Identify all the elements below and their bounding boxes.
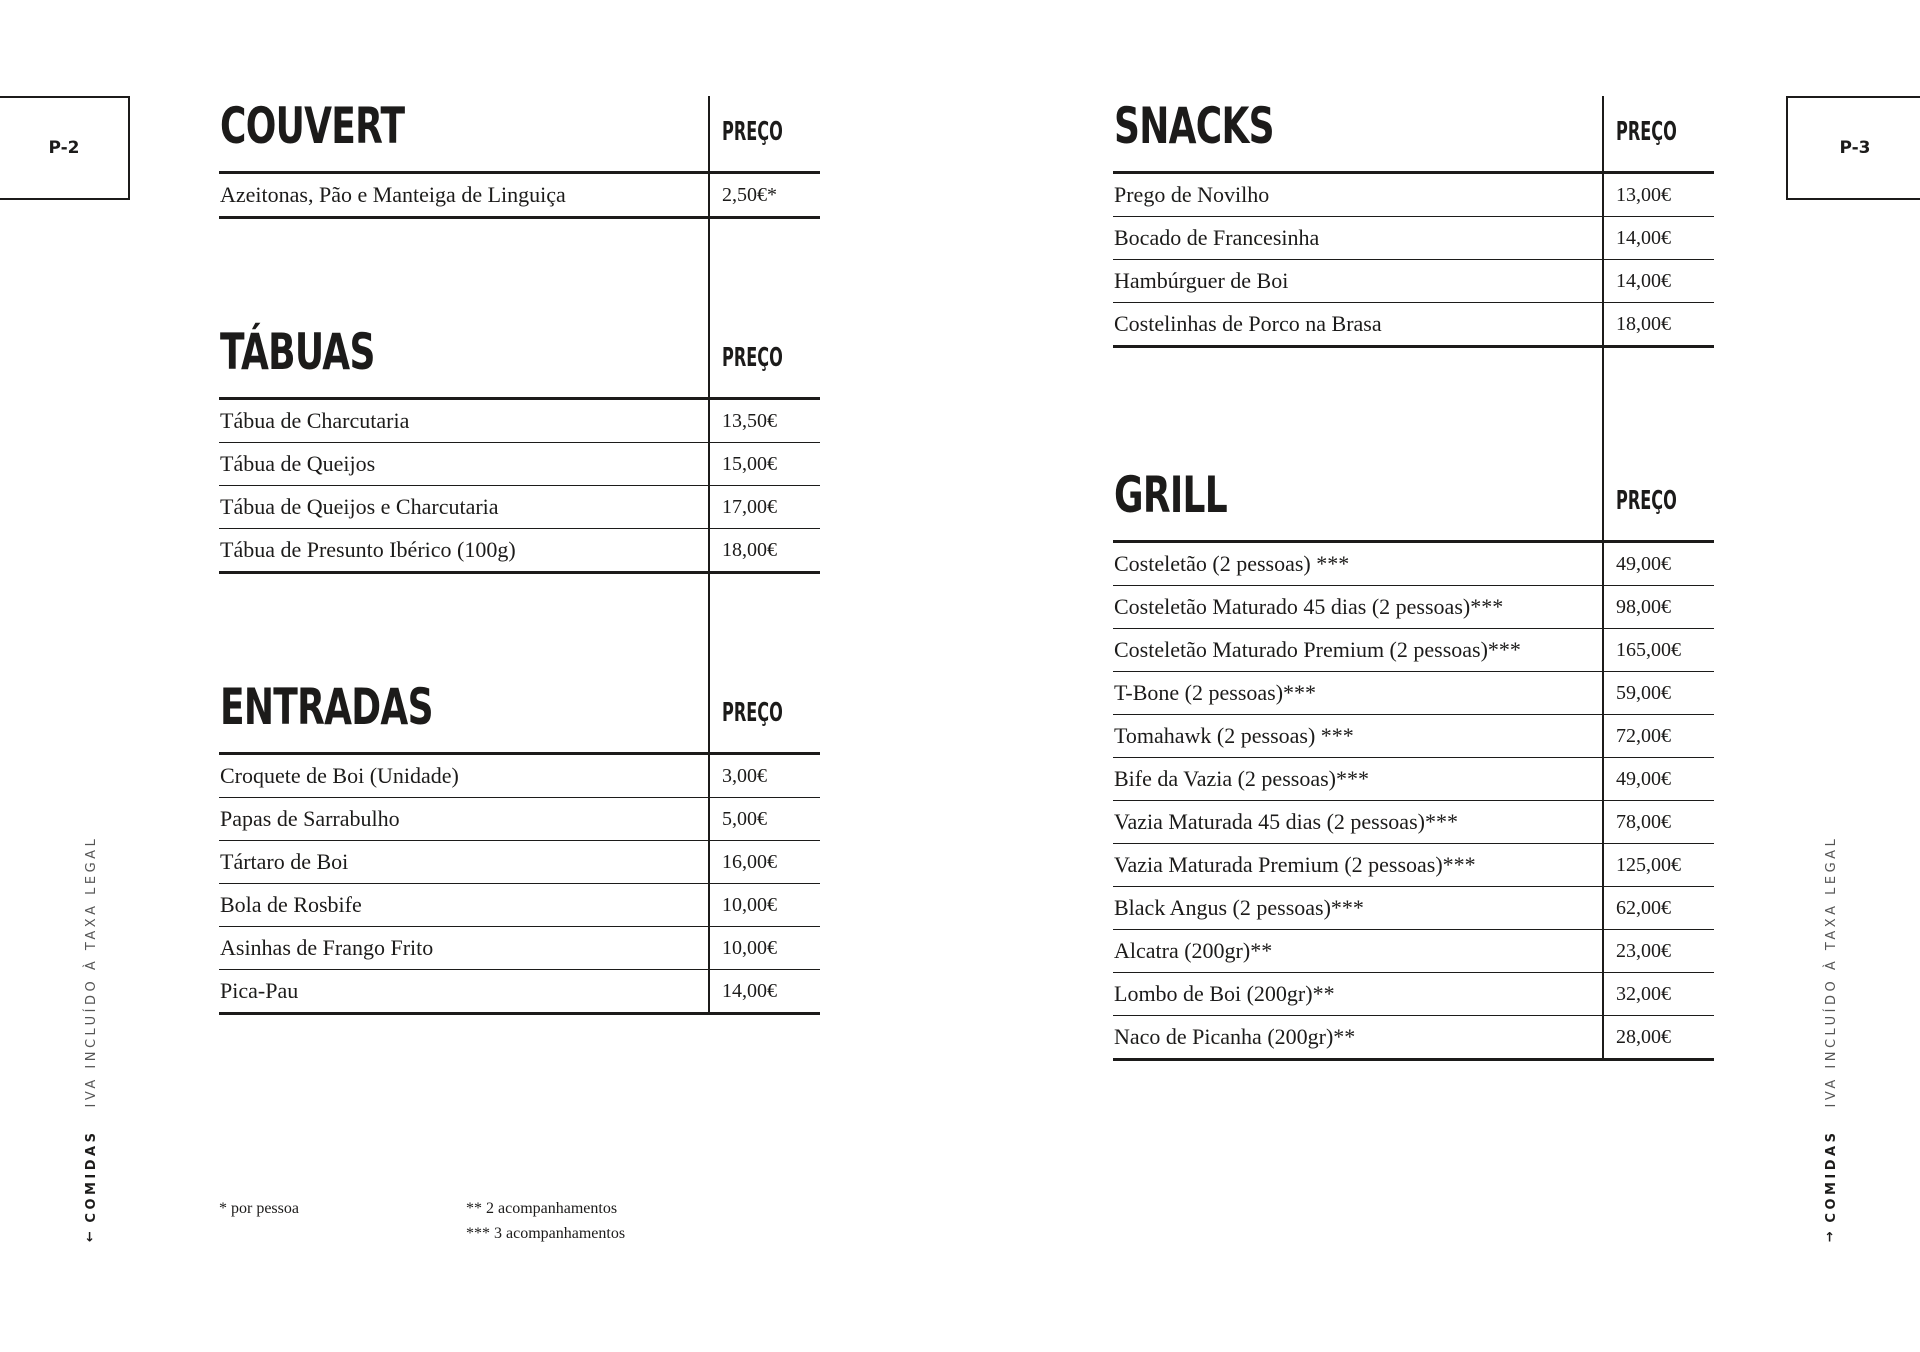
item-name: Pica-Pau (219, 970, 709, 1014)
couvert-header-row (219, 96, 820, 173)
item-price: 14,00€ (1603, 260, 1714, 303)
side-label-left (84, 836, 99, 1245)
menu-item (1113, 973, 1714, 1016)
item-name: Prego de Novilho (1113, 173, 1603, 217)
entradas-title: ENTRADAS (220, 678, 433, 736)
item-name: Alcatra (200gr)** (1113, 930, 1603, 973)
item-price: 10,00€ (709, 884, 820, 927)
item-price: 3,00€ (709, 754, 820, 798)
arrow-down-icon: ↓ (84, 1230, 99, 1246)
item-price: 49,00€ (1603, 542, 1714, 586)
menu-item (219, 927, 820, 970)
menu-item (219, 443, 820, 486)
footnote-two-sides: ** 2 acompanhamentos (466, 1200, 618, 1217)
menu-item (219, 486, 820, 529)
item-name: Azeitonas, Pão e Manteiga de Linguiça (219, 173, 709, 218)
item-name: Croquete de Boi (Unidade) (219, 754, 709, 798)
snacks-title: SNACKS (1114, 97, 1274, 155)
item-price: 13,50€ (709, 399, 820, 443)
menu-item (219, 798, 820, 841)
section-spacer (1113, 347, 1714, 471)
item-name: Asinhas de Frango Frito (219, 927, 709, 970)
menu-item (1113, 930, 1714, 973)
item-price: 125,00€ (1603, 844, 1714, 887)
item-price: 78,00€ (1603, 801, 1714, 844)
menu-item (1113, 1016, 1714, 1060)
item-name: Tábua de Queijos (219, 443, 709, 486)
item-price: 165,00€ (1603, 629, 1714, 672)
right-menu-table (1113, 96, 1714, 1061)
item-name: Bocado de Francesinha (1113, 217, 1603, 260)
item-name: Naco de Picanha (200gr)** (1113, 1016, 1603, 1060)
item-price: 32,00€ (1603, 973, 1714, 1016)
item-price: 23,00€ (1603, 930, 1714, 973)
item-name: Costeletão Maturado 45 dias (2 pessoas)*** (1113, 586, 1603, 629)
menu-item (1113, 542, 1714, 586)
menu-item (219, 841, 820, 884)
menu-item (219, 173, 820, 218)
item-name: Tábua de Presunto Ibérico (100g) (219, 529, 709, 573)
item-price: 72,00€ (1603, 715, 1714, 758)
item-name: Bife da Vazia (2 pessoas)*** (1113, 758, 1603, 801)
item-price: 15,00€ (709, 443, 820, 486)
item-price: 28,00€ (1603, 1016, 1714, 1060)
item-name: Tomahawk (2 pessoas) *** (1113, 715, 1603, 758)
menu-item (1113, 217, 1714, 260)
footnote-per-person: * por pessoa (219, 1200, 299, 1217)
entradas-header-row (219, 682, 820, 754)
item-name: Tábua de Charcutaria (219, 399, 709, 443)
menu-item (219, 754, 820, 798)
tabuas-header-row (219, 327, 820, 399)
menu-item (219, 529, 820, 573)
price-header: PREÇO (722, 698, 783, 728)
item-name: T-Bone (2 pessoas)*** (1113, 672, 1603, 715)
item-price: 16,00€ (709, 841, 820, 884)
menu-item (1113, 629, 1714, 672)
menu-item (1113, 173, 1714, 217)
item-name: Black Angus (2 pessoas)*** (1113, 887, 1603, 930)
tax-note: IVA INCLUÍDO À TAXA LEGAL (1824, 835, 1839, 1108)
menu-item (219, 884, 820, 927)
section-label: COMIDAS (1824, 1129, 1839, 1223)
menu-item (219, 399, 820, 443)
left-menu-table (219, 96, 820, 1015)
item-name: Hambúrguer de Boi (1113, 260, 1603, 303)
snacks-header-row (1113, 96, 1714, 173)
section-label: COMIDAS (84, 1129, 99, 1223)
arrow-up-icon: ↑ (1824, 1230, 1839, 1246)
page-number-left: P-2 (0, 96, 130, 200)
menu-item (1113, 260, 1714, 303)
section-spacer (219, 218, 820, 328)
price-header: PREÇO (1616, 117, 1677, 147)
item-name: Vazia Maturada 45 dias (2 pessoas)*** (1113, 801, 1603, 844)
menu-item (1113, 758, 1714, 801)
item-price: 5,00€ (709, 798, 820, 841)
item-price: 59,00€ (1603, 672, 1714, 715)
menu-item (1113, 303, 1714, 347)
menu-item (1113, 887, 1714, 930)
price-header: PREÇO (722, 343, 783, 373)
item-price: 18,00€ (1603, 303, 1714, 347)
price-header: PREÇO (722, 117, 783, 147)
price-header: PREÇO (1616, 486, 1677, 516)
item-price: 62,00€ (1603, 887, 1714, 930)
item-price: 17,00€ (709, 486, 820, 529)
item-price: 10,00€ (709, 927, 820, 970)
item-name: Tábua de Queijos e Charcutaria (219, 486, 709, 529)
item-name: Vazia Maturada Premium (2 pessoas)*** (1113, 844, 1603, 887)
page-number-right: P-3 (1786, 96, 1920, 200)
item-price: 18,00€ (709, 529, 820, 573)
footnote-sides (466, 1196, 625, 1246)
item-name: Bola de Rosbife (219, 884, 709, 927)
item-price: 98,00€ (1603, 586, 1714, 629)
item-price: 14,00€ (709, 970, 820, 1014)
item-name: Papas de Sarrabulho (219, 798, 709, 841)
item-name: Lombo de Boi (200gr)** (1113, 973, 1603, 1016)
footnote-three-sides: *** 3 acompanhamentos (466, 1225, 626, 1242)
item-price: 13,00€ (1603, 173, 1714, 217)
grill-title: GRILL (1114, 466, 1227, 524)
menu-item (1113, 715, 1714, 758)
menu-item (1113, 801, 1714, 844)
item-name: Costeletão Maturado Premium (2 pessoas)*** (1113, 629, 1603, 672)
item-price: 49,00€ (1603, 758, 1714, 801)
item-name: Costeletão (2 pessoas) *** (1113, 542, 1603, 586)
side-label-right (1824, 836, 1839, 1245)
grill-header-row (1113, 470, 1714, 542)
tax-note: IVA INCLUÍDO À TAXA LEGAL (84, 835, 99, 1108)
item-price: 14,00€ (1603, 217, 1714, 260)
item-name: Tártaro de Boi (219, 841, 709, 884)
item-name: Costelinhas de Porco na Brasa (1113, 303, 1603, 347)
item-price: 2,50€* (709, 173, 820, 218)
couvert-title: COUVERT (220, 97, 405, 155)
menu-item (1113, 844, 1714, 887)
menu-item (1113, 586, 1714, 629)
menu-item (219, 970, 820, 1014)
tabuas-title: TÁBUAS (220, 323, 375, 381)
menu-item (1113, 672, 1714, 715)
section-spacer (219, 573, 820, 683)
